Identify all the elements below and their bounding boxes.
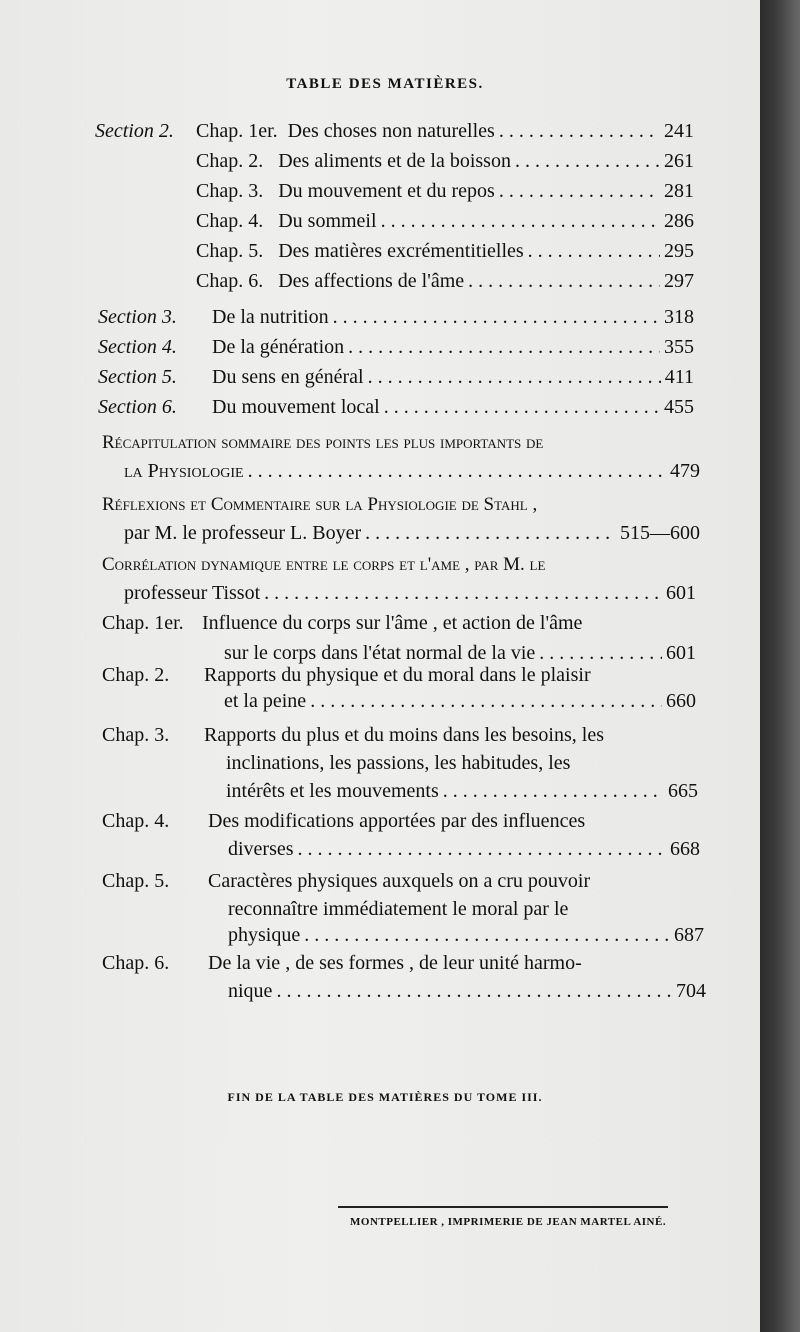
page-number: 479 bbox=[670, 460, 700, 482]
entry-title-line: Rapports du physique et du moral dans le plaisir bbox=[204, 664, 591, 686]
toc-row bbox=[228, 976, 706, 1006]
chapter-label: Chap. 5. bbox=[196, 240, 264, 262]
page-number: 318 bbox=[664, 306, 694, 328]
page-number: 261 bbox=[664, 150, 694, 172]
chapter-label: Chap. 4. bbox=[196, 210, 264, 232]
printer-imprint: MONTPELLIER , IMPRIMERIE DE JEAN MARTEL AINÉ. bbox=[350, 1216, 667, 1228]
toc-row bbox=[124, 578, 696, 608]
leader-dots bbox=[304, 920, 670, 950]
leader-dots bbox=[248, 456, 666, 486]
leader-dots bbox=[365, 518, 616, 548]
recap-line-1: Récapitulation sommaire des points les plus importants de bbox=[102, 432, 544, 453]
toc-row bbox=[228, 834, 700, 864]
toc-row bbox=[196, 176, 694, 206]
toc-row bbox=[196, 266, 694, 296]
toc-row bbox=[196, 146, 694, 176]
page-number: 355 bbox=[664, 336, 694, 358]
entry-title-line: Des modifications apportées par des influences bbox=[208, 810, 586, 832]
entry-title: sur le corps dans l'état normal de la vie bbox=[224, 642, 536, 664]
entry-title-line: inclinations, les passions, les habitudes, les bbox=[226, 752, 571, 774]
entry-title: Des matières excrémentitielles bbox=[278, 240, 524, 262]
entry-title: Du mouvement et du repos bbox=[278, 180, 495, 202]
toc-row bbox=[228, 920, 704, 950]
chapter-label: Chap. 6. bbox=[102, 952, 170, 974]
leader-dots bbox=[528, 236, 660, 266]
page-number: 241 bbox=[664, 120, 694, 142]
toc-row bbox=[224, 686, 696, 716]
chapter-label: Chap. 1er. bbox=[102, 612, 184, 634]
entry-title: De la génération bbox=[212, 336, 345, 358]
entry-title: nique bbox=[228, 980, 273, 1002]
entry-title: Des aliments et de la boisson bbox=[278, 150, 511, 172]
reflexions-line-1: Réflexions et Commentaire sur la Physiologie de Stahl , bbox=[102, 494, 538, 515]
section-5-label: Section 5. bbox=[98, 366, 177, 388]
toc-row bbox=[212, 332, 694, 362]
section-3-label: Section 3. bbox=[98, 306, 177, 328]
entry-title-line: De la vie , de ses formes , de leur unité harmo- bbox=[208, 952, 582, 974]
section-2-label: Section 2. bbox=[95, 120, 174, 142]
page-number: 660 bbox=[666, 690, 696, 712]
leader-dots bbox=[384, 392, 660, 422]
chapter-label: Chap. 4. bbox=[102, 810, 170, 832]
entry-title: Du sens en général bbox=[212, 366, 364, 388]
entry-title: diverses bbox=[228, 838, 294, 860]
leader-dots bbox=[264, 578, 662, 608]
leader-dots bbox=[276, 976, 672, 1006]
leader-dots bbox=[499, 116, 660, 146]
page-number: 601 bbox=[666, 642, 696, 664]
chapter-label: Chap. 2. bbox=[102, 664, 170, 686]
end-of-contents-note: FIN DE LA TABLE DES MATIÈRES DU TOME III. bbox=[227, 1090, 543, 1104]
leader-dots bbox=[381, 206, 660, 236]
entry-title-line: Influence du corps sur l'âme , et action de l'âme bbox=[202, 612, 583, 634]
entry-title: Des affections de l'âme bbox=[278, 270, 465, 292]
section-4-label: Section 4. bbox=[98, 336, 177, 358]
page-edge-shadow bbox=[760, 0, 800, 1332]
chapter-label: Chap. 3. bbox=[102, 724, 170, 746]
page-number: 297 bbox=[664, 270, 694, 292]
toc-row bbox=[124, 518, 700, 548]
toc-row bbox=[124, 456, 700, 486]
entry-title: Du mouvement local bbox=[212, 396, 380, 418]
section-6-label: Section 6. bbox=[98, 396, 177, 418]
entry-title-line: Rapports du plus et du moins dans les besoins, les bbox=[204, 724, 604, 746]
correlation-line-1: Corrélation dynamique entre le corps et l'ame , par M. le bbox=[102, 554, 546, 575]
leader-dots bbox=[468, 266, 660, 296]
leader-dots bbox=[298, 834, 666, 864]
toc-row bbox=[212, 302, 694, 332]
chapter-label: Chap. 3. bbox=[196, 180, 264, 202]
divider bbox=[338, 1206, 668, 1208]
entry-title: Du sommeil bbox=[278, 210, 377, 232]
toc-row bbox=[196, 236, 694, 266]
page-number: 411 bbox=[664, 366, 694, 388]
entry-title: Des choses non naturelles bbox=[287, 120, 495, 142]
leader-dots bbox=[310, 686, 662, 716]
toc-row bbox=[226, 776, 698, 806]
leader-dots bbox=[333, 302, 660, 332]
leader-dots bbox=[368, 362, 661, 392]
chapter-label: Chap. 6. bbox=[196, 270, 264, 292]
toc-row bbox=[196, 116, 694, 146]
toc-row bbox=[196, 206, 694, 236]
page-number: 515—600 bbox=[620, 522, 700, 544]
leader-dots bbox=[348, 332, 660, 362]
entry-title: De la nutrition bbox=[212, 306, 329, 328]
toc-row bbox=[212, 362, 694, 392]
page-number: 665 bbox=[668, 780, 698, 802]
leader-dots bbox=[499, 176, 660, 206]
page-heading: TABLE DES MATIÈRES. bbox=[286, 76, 484, 92]
toc-row bbox=[212, 392, 694, 422]
page-number: 295 bbox=[664, 240, 694, 262]
page-number: 668 bbox=[670, 838, 700, 860]
page-number: 687 bbox=[674, 924, 704, 946]
chapter-label: Chap. 5. bbox=[102, 870, 170, 892]
page-number: 281 bbox=[664, 180, 694, 202]
entry-title-line: reconnaître immédiatement le moral par le bbox=[228, 898, 569, 920]
page-number: 455 bbox=[664, 396, 694, 418]
entry-title-line: Caractères physiques auxquels on a cru pouvoir bbox=[208, 870, 591, 892]
page-number: 286 bbox=[664, 210, 694, 232]
entry-title: intérêts et les mouvements bbox=[226, 780, 439, 802]
entry-title: la Physiologie bbox=[124, 460, 244, 482]
leader-dots bbox=[443, 776, 664, 806]
entry-title: professeur Tissot bbox=[124, 582, 261, 604]
leader-dots bbox=[515, 146, 660, 176]
entry-title: par M. le professeur L. Boyer bbox=[124, 522, 362, 544]
page-number: 704 bbox=[676, 980, 706, 1002]
entry-title: et la peine bbox=[224, 690, 307, 712]
chapter-label: Chap. 2. bbox=[196, 150, 264, 172]
entry-title: physique bbox=[228, 924, 301, 946]
page-number: 601 bbox=[666, 582, 696, 604]
chapter-label: Chap. 1er. bbox=[196, 120, 278, 142]
